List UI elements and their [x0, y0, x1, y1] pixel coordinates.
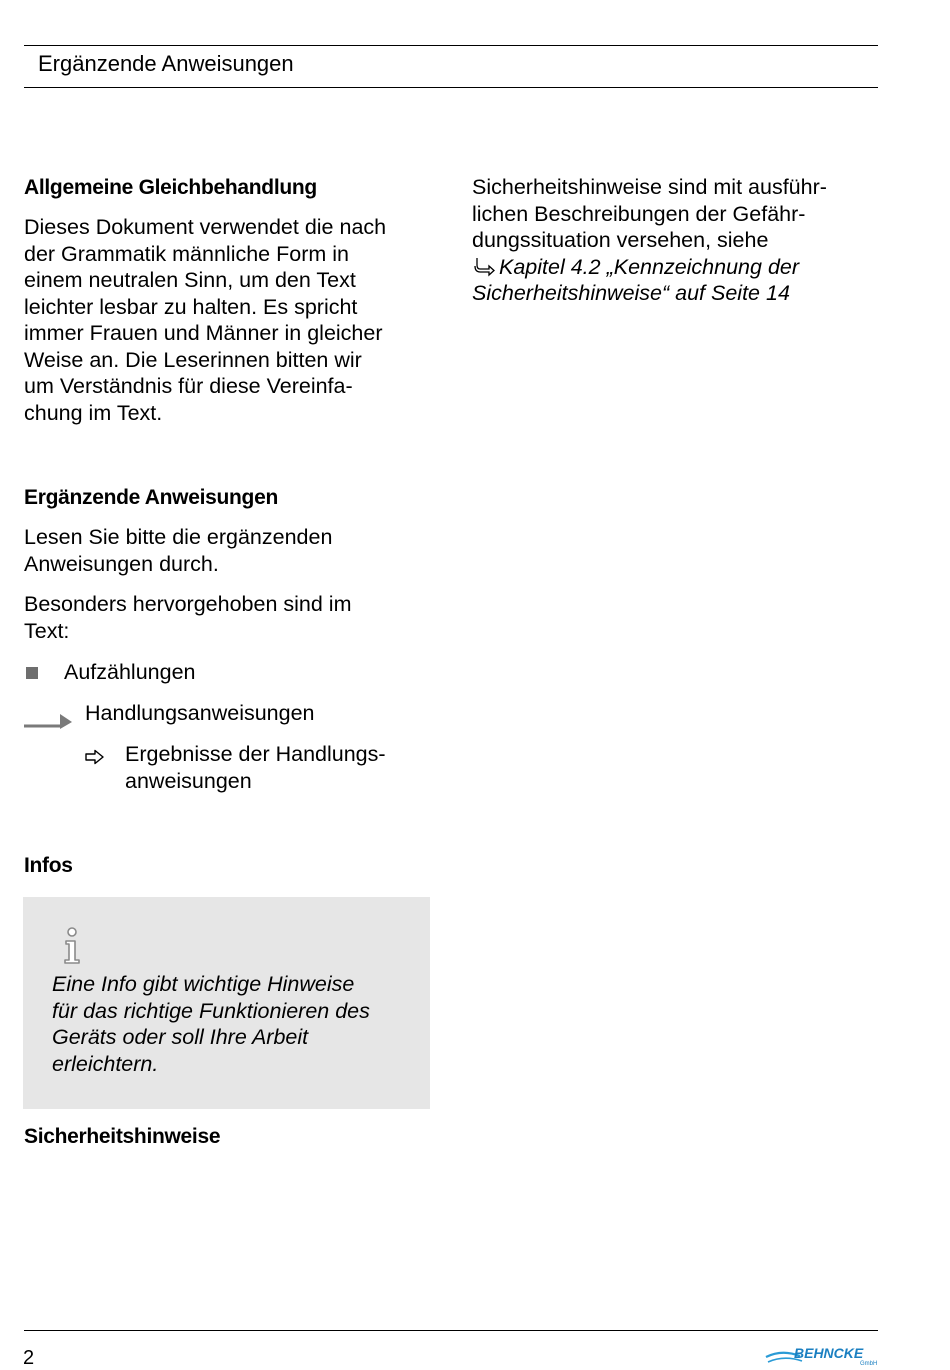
- list-item-action: Handlungsanweisungen: [85, 701, 315, 725]
- action-arrow-icon: [23, 711, 75, 731]
- text-line: leichter lesbar zu halten. Es spricht: [24, 294, 358, 319]
- text-line: um Verständnis für diese Vereinfa-: [24, 374, 353, 398]
- text-line: chung im Text.: [24, 400, 163, 425]
- list-item-result: Ergebnisse der Handlungs-: [125, 742, 386, 766]
- text-line: Besonders hervorgehoben sind im: [24, 592, 352, 616]
- list-item-result-cont: anweisungen: [125, 769, 252, 793]
- text-line: Sicherheitshinweise sind mit ausführ-: [472, 175, 827, 199]
- text-line: Anweisungen durch.: [24, 552, 219, 576]
- text-line: einem neutralen Sinn, um den Text: [24, 268, 356, 292]
- info-text-line: Geräts oder soll Ihre Arbeit: [52, 1025, 309, 1049]
- header-top-rule: [24, 45, 878, 46]
- square-bullet-icon: [26, 667, 38, 679]
- company-logo: [764, 1343, 878, 1367]
- info-text-line: erleichtern.: [52, 1051, 159, 1076]
- text-line: lichen Beschreibungen der Gefähr-: [472, 201, 806, 226]
- logo-text: BEHNCKE: [794, 1345, 864, 1361]
- text-line: Text:: [24, 619, 70, 643]
- footer-rule: [24, 1330, 878, 1331]
- text-line: Dieses Dokument verwendet die nach: [24, 215, 387, 239]
- text-line: Lesen Sie bitte die ergänzenden: [24, 525, 333, 549]
- header-bottom-rule: [24, 87, 878, 88]
- page-header-title: Ergänzende Anweisungen: [38, 51, 294, 76]
- list-item-enumeration: Aufzählungen: [64, 660, 196, 684]
- cross-reference-link[interactable]: Kapitel 4.2 „Kennzeichnung der: [499, 254, 800, 279]
- link-hand-icon: [474, 257, 496, 277]
- text-line: dungssituation versehen, siehe: [472, 228, 769, 252]
- page-number: 2: [23, 1347, 35, 1369]
- heading-general-equality: Allgemeine Gleichbehandlung: [24, 176, 317, 199]
- info-text-line: Eine Info gibt wichtige Hinweise: [52, 972, 355, 996]
- text-line: immer Frauen und Männer in gleicher: [24, 321, 383, 345]
- heading-safety-notes: Sicherheitshinweise: [24, 1125, 221, 1148]
- heading-infos: Infos: [24, 854, 73, 877]
- text-line: Weise an. Die Leserinnen bitten wir: [24, 347, 362, 372]
- info-icon: [62, 927, 84, 965]
- cross-reference-link-cont[interactable]: Sicherheitshinweise“ auf Seite 14: [472, 281, 790, 305]
- info-text-line: für das richtige Funktionieren des: [52, 998, 370, 1023]
- heading-supplementary-instructions: Ergänzende Anweisungen: [24, 486, 278, 509]
- result-arrow-icon: [84, 749, 106, 765]
- logo-subtext: GmbH: [860, 1361, 878, 1367]
- text-line: der Grammatik männliche Form in: [24, 241, 349, 266]
